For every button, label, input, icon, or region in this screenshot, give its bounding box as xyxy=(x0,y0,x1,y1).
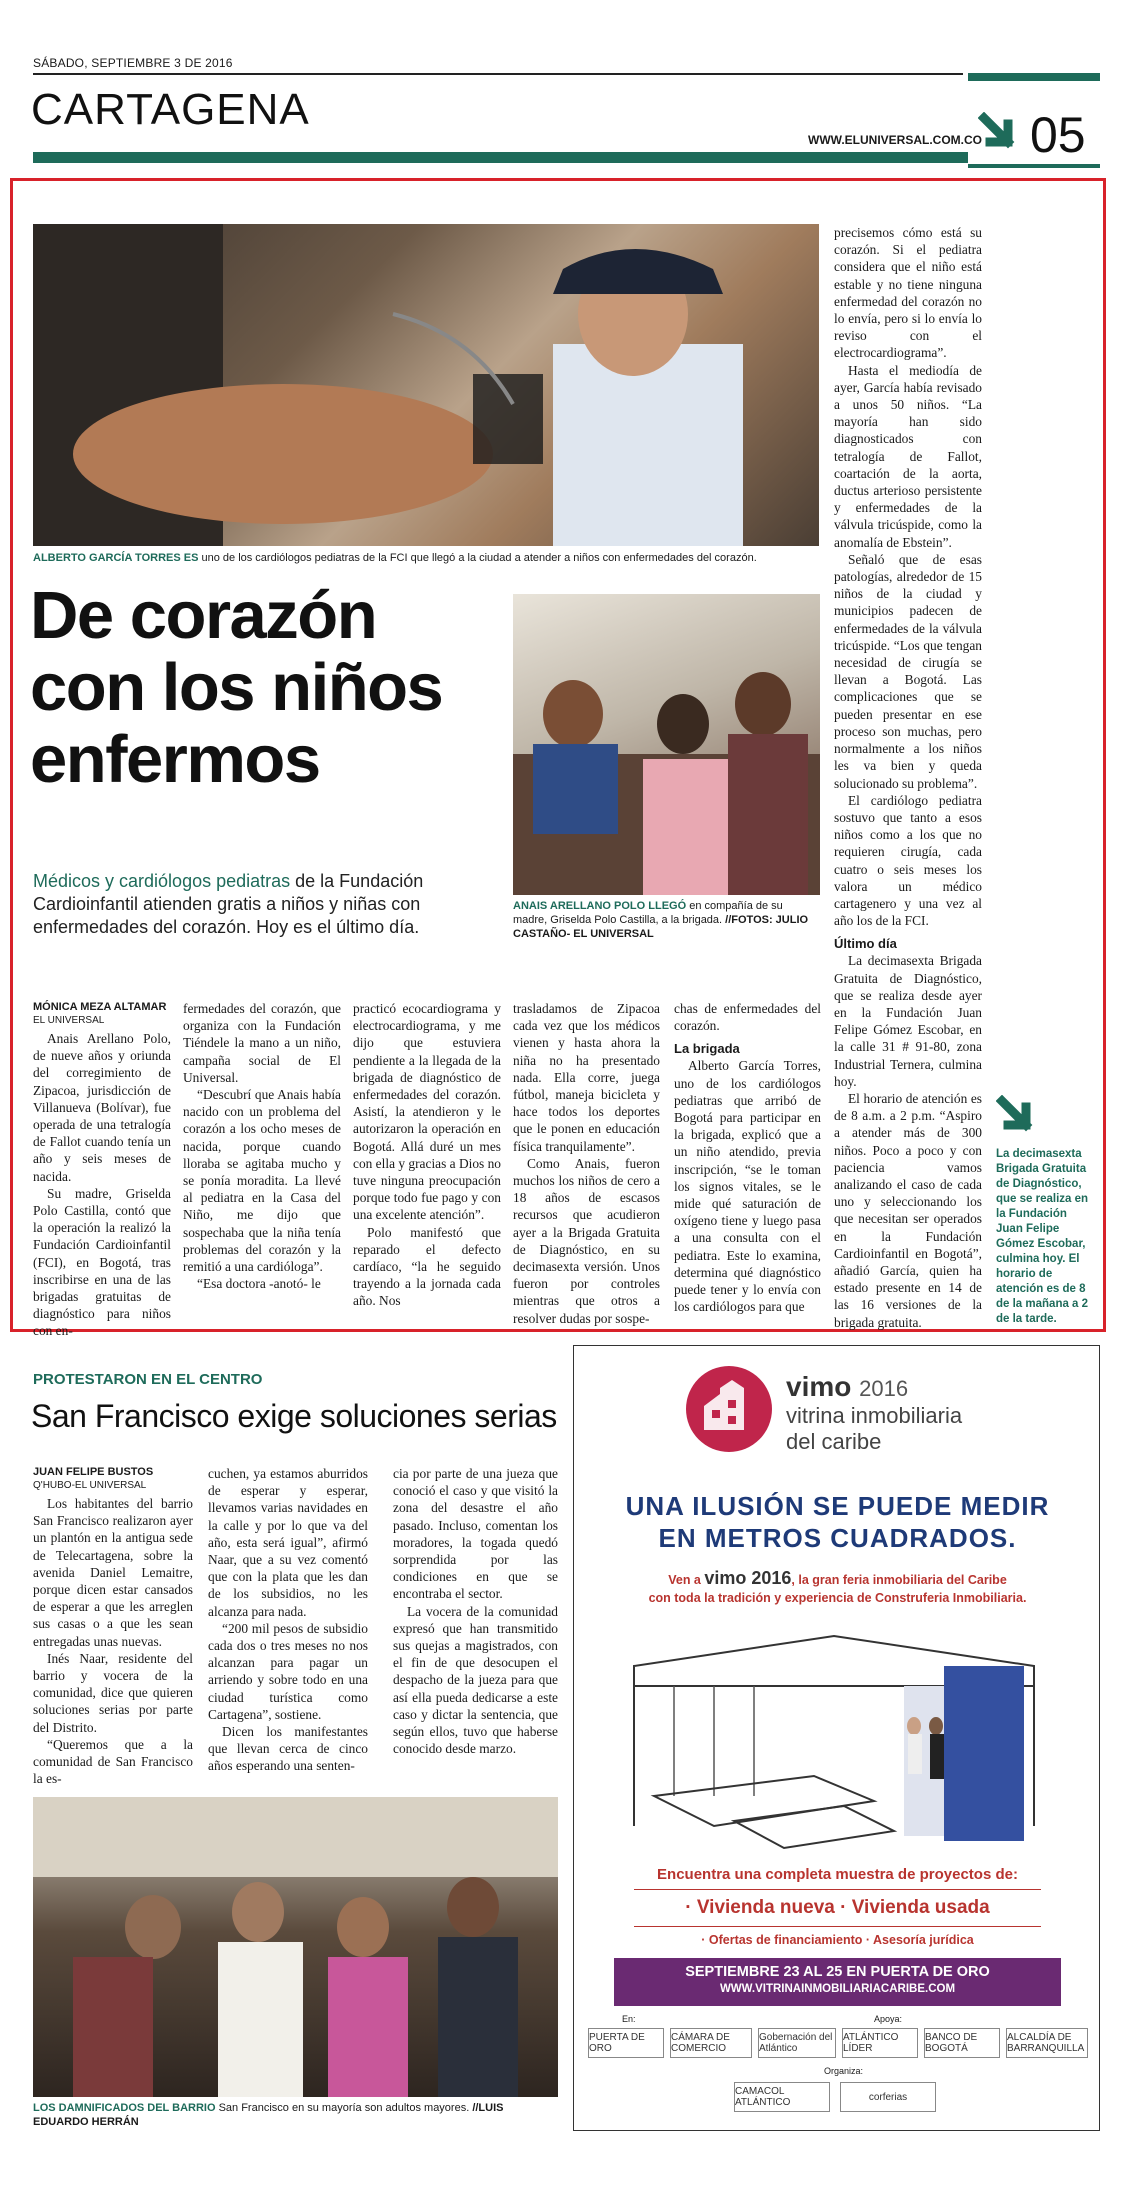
mother-daughter-photo-caption: ANAIS ARELLANO POLO LLEGÓ en compañía de su madre, Griselda Polo Castilla, a la brigada. //FOTOS: JULIO CASTAÑO- EL UNIVERSAL xyxy=(513,900,809,940)
vimo-logo-icon xyxy=(686,1366,772,1452)
sponsor-alcaldia: ALCALDÍA DE BARRANQUILLA xyxy=(1006,2028,1088,2058)
byline-org: EL UNIVERSAL xyxy=(33,1015,105,1026)
headline-line-2: con los niños xyxy=(30,650,443,725)
ad-date-banner xyxy=(614,1958,1061,2006)
protest-photo xyxy=(33,1797,558,2097)
masthead-rule xyxy=(33,73,963,75)
ad-tagline: Encuentra una completa muestra de proyectos de: xyxy=(657,1866,1018,1883)
ad-divider-2 xyxy=(634,1926,1041,1927)
subhead-la-brigada: La brigada xyxy=(674,1041,740,1057)
byline: MÓNICA MEZA ALTAMAR xyxy=(33,1001,167,1013)
sponsor-gobernacion: Gobernación del Atlántico xyxy=(758,2028,836,2058)
article1-column-3: practicó ecocardiograma y electrocardiograma, y me dijo que estuviera pendiente a la llegada de la brigada de diagnóstico de enfermedades del corazón. Asistí, la atendieron y le autorizaron la operación en Bogotá. Allá duré un mes con ella y gracias a Dios no tuve ninguna preocupación porque todo fue pago y con una excelente atención”. Polo manifestó que reparado el defecto cardíaco, “la he seguido trayendo a la jornada cada año. Nos xyxy=(353,1001,501,1309)
subhead-ultimo-dia: Último día xyxy=(834,936,897,952)
section-underline xyxy=(33,152,968,163)
mother-daughter-photo xyxy=(513,594,820,895)
dek: Médicos y cardiólogos pediatras de la Fundación Cardioinfantil atienden gratis a niños y niñas con enfermedades del corazón. Hoy es el último día. xyxy=(33,871,424,937)
cardiologist-photo xyxy=(33,224,819,546)
page-number: 05 xyxy=(1030,107,1086,163)
organizer-camacol: CAMACOL ATLÁNTICO xyxy=(734,2082,830,2112)
article1-column-4: trasladamos de Zipacoa cada vez que los médicos vienen y hasta ahora la niña no ha presentado nada. Ella corre, juega fútbol, maneja bicicleta y hace todos los deportes que le ponen en educación física tranquilamente”. Como Anais, fueron muchos los niños de cero a 18 años de escasos recursos que acudieron ayer a la Brigada Gratuita de Diagnóstico, en su decimasexta versión. Unos fueron por controles mientras que otros a resolver dudas por sospe- xyxy=(513,1001,660,1326)
sidebar-arrow-icon xyxy=(996,1095,1040,1139)
article2-byline-org: Q'HUBO-EL UNIVERSAL xyxy=(33,1480,147,1491)
vimo-brand-sub-1: vitrina inmobiliaria xyxy=(786,1403,963,1428)
sponsor-camara-comercio: CÁMARA DE COMERCIO xyxy=(670,2028,752,2058)
article2-byline: JUAN FELIPE BUSTOS xyxy=(33,1466,154,1478)
ad-room-illustration xyxy=(614,1626,1061,1856)
ad-label-organiza: Organiza: xyxy=(824,2066,864,2076)
ad-slogan-1: UNA ILUSIÓN SE PUEDE MEDIR xyxy=(625,1491,1050,1521)
sponsor-banco: BANCO DE BOGOTÁ xyxy=(924,2028,1000,2058)
ad-label-apoya: Apoya: xyxy=(874,2014,903,2024)
site-url: WWW.ELUNIVERSAL.COM.CO xyxy=(808,133,982,147)
sidebar-note: La decimasexta Brigada Gratuita de Diagnóstico, que se realiza en la Fundación Juan Felipe Gómez Escobar, culmina hoy. El horario de atención es de 8 de la mañana a 2 de la tarde. xyxy=(996,1148,1089,1325)
article2-kicker: PROTESTARON EN EL CENTRO xyxy=(33,1371,263,1388)
headline-line-1: De corazón xyxy=(30,578,377,653)
ad-label-en: En: xyxy=(622,2014,636,2024)
ad-items: · Vivienda nueva · Vivienda usada xyxy=(685,1897,990,1918)
section-title: CARTAGENA xyxy=(31,85,310,134)
article2-column-1: JUAN FELIPE BUSTOS Q'HUBO-EL UNIVERSAL Los habitantes del barrio San Francisco realizaron ayer un plantón en la antigua sede de Telecartagena, sobre la avenida Daniel Lemaitre, porque dicen estar cansados de esperar a que les arreglen sus casas o a que les sean entregadas unas nuevas. Inés Naar, residente del barrio y vocera de la comunidad, dice que quieren soluciones serias por parte del Distrito. “Queremos que a la comunidad de San Francisco la es- xyxy=(33,1466,193,1787)
organizer-corferias: corferias xyxy=(840,2082,936,2112)
article2-headline: San Francisco exige soluciones serias xyxy=(31,1398,557,1434)
ad-extras: · Ofertas de financiamiento · Asesoría jurídica xyxy=(701,1933,974,1947)
vimo-brand-sub-2: del caribe xyxy=(786,1429,882,1454)
arrow-down-right-icon xyxy=(978,112,1022,156)
vimo-advertisement xyxy=(573,1345,1100,2131)
protest-photo-caption: LOS DAMNIFICADOS DEL BARRIO San Francisco en su mayoría son adultos mayores. //LUIS EDUARDO HERRÁN xyxy=(33,2102,504,2128)
article1-column-5: chas de enfermedades del corazón. La brigada Alberto García Torres, uno de los cardiólogos pediatras que arribó de Bogotá para participar en la brigada, explicó que a un niño atendido, previa inscripción, “se le toman los signos vitales, se le mide qué saturación de oxígeno tiene y luego pasa a una consulta con el pediatra. Este lo examina, determina qué diagnóstico puede tener y lo envía con los cardiólogos para que xyxy=(674,1001,821,1315)
ad-url: WWW.VITRINAINMOBILIARIACARIBE.COM xyxy=(719,1983,956,1995)
headline xyxy=(30,580,442,796)
ad-intro-line-2: con toda la tradición y experiencia de Construferia Inmobiliaria. xyxy=(648,1591,1027,1605)
vimo-brand: vimo 2016 xyxy=(786,1371,909,1402)
issue-date: SÁBADO, SEPTIEMBRE 3 DE 2016 xyxy=(33,56,233,70)
article2-column-3: cia por parte de una jueza que conoció el caso y que visitó la zona del desastre el año pasado. Incluso, comentan los moradores, la togada quedó sorprendida por las condiciones en que se encontraba el sector. La vocera de la comunidad expresó que han transmitido sus quejas a magistrados, con el fin de que desocupen el despacho de la jueza para que así ella pueda dedicarse a este caso y dictar la sentencia, que según ellos, tuvo que haberse conocido desde marzo. xyxy=(393,1466,558,1757)
page-number-underline xyxy=(968,164,1100,168)
article1-column-6: precisemos cómo está su corazón. Si el pediatra considera que el niño está estable y no tiene ninguna enfermedad del corazón no lo envía, pero si lo envía lo reviso con el electrocardiograma”. Hasta el mediodía de ayer, García había revisado a unos 50 niños. “La mayoría han sido diagnosticados con tetralogía de Fallot, coartación de la aorta, ductus arterioso persistente y enfermedades de la válvula tricúspide, como la anomalía de Ebstein”. Señaló que de esas patologías, alrededor de 15 niños de la ciudad y municipios padecen de enfermedades de la válvula tricúspide. “Los que tengan necesidad de cirugía se llevan a Bogotá. Las complicaciones que se pueden presentar en ese proceso son muchas, pero normalmente a los niños les va bien y queda solucionado su problema”. El cardiólogo pediatra sostuvo que tanto a esos niños como a los que no requieren cirugía, cada cuatro o seis meses los valora un médico cartagenero y una vez al año los de la FCI. Último día La decimasexta Brigada Gratuita de Diagnóstico, que se realiza desde ayer en la Fundación Juan Felipe Gómez Escobar, en la calle 31 # 91-80, zona Industrial Ternera, culmina hoy. El horario de atención es de 8 a.m. a 2 p.m. “Aspiro a atender más de 300 niños. Poco a poco y con paciencia vamos analizando el caso de cada uno y seleccionando los que necesitan ser operados en la Fundación Cardioinfantil en Bogotá”, añadió García, quien ha estado presente en 14 de las 16 versiones de la brigada gratuita. xyxy=(834,225,982,1330)
headline-line-3: enfermos xyxy=(30,722,320,797)
article1-column-1: MÓNICA MEZA ALTAMAR EL UNIVERSAL Anais Arellano Polo, de nueve años y oriunda del corregimiento de Zipacoa, jurisdicción de Villanueva (Bolívar), fue operada de una tetralogía de Fallot cuando tenía un año y seis meses de nacida. Su madre, Griselda Polo Castilla, contó que la operación la realizó la Fundación Cardioinfantil (FCI), en Bogotá, tras inscribirse en una de las brigadas gratuitas de diagnóstico para niños con en- xyxy=(33,1001,171,1339)
masthead-accent-bar-top xyxy=(968,73,1100,81)
ad-dates: SEPTIEMBRE 23 AL 25 EN PUERTA DE ORO xyxy=(685,1964,990,1980)
sponsor-atlantico-lider: ATLÁNTICO LÍDER xyxy=(842,2028,918,2058)
ad-intro: Ven a vimo 2016, la gran feria inmobiliaria del Caribe xyxy=(668,1568,1007,1588)
cardiologist-photo-caption: ALBERTO GARCÍA TORRES ES uno de los cardiólogos pediatras de la FCI que llegó a la ciudad a atender a niños con enfermedades del corazón. xyxy=(33,552,757,564)
ad-divider-1 xyxy=(634,1889,1041,1890)
ad-slogan-2: EN METROS CUADRADOS. xyxy=(658,1523,1017,1553)
article2-column-2: cuchen, ya estamos aburridos de esperar y esperar, llevamos varias navidades en la calle y por lo que va del año, esta será igual”, afirmó Naar, que a su vez comentó que con la plata que les dan de los subsidios, no les alcanza para nada. “200 mil pesos de subsidio cada dos o tres meses no nos alcanzan para pagar un arriendo y sobre todo en una ciudad turística como Cartagena”, sostiene. Dicen los manifestantes que llevan cerca de cinco años esperando una senten- xyxy=(208,1466,368,1774)
sponsor-puerta-de-oro: PUERTA DE ORO xyxy=(588,2028,664,2058)
article1-column-2: fermedades del corazón, que organiza con la Fundación Tiéndele la mano a un niño, campaña social de El Universal. “Descubrí que Anais había nacido con un problema del corazón a los ocho meses de nacida, porque cuando lloraba se agitaba mucho y se ponía moradita. La llevé al pediatra en la Casa del Niño, me dijo que sospechaba que la niña tenía problemas del corazón y la remitió a una cardióloga”. “Esa doctora -anotó- le xyxy=(183,1001,341,1292)
